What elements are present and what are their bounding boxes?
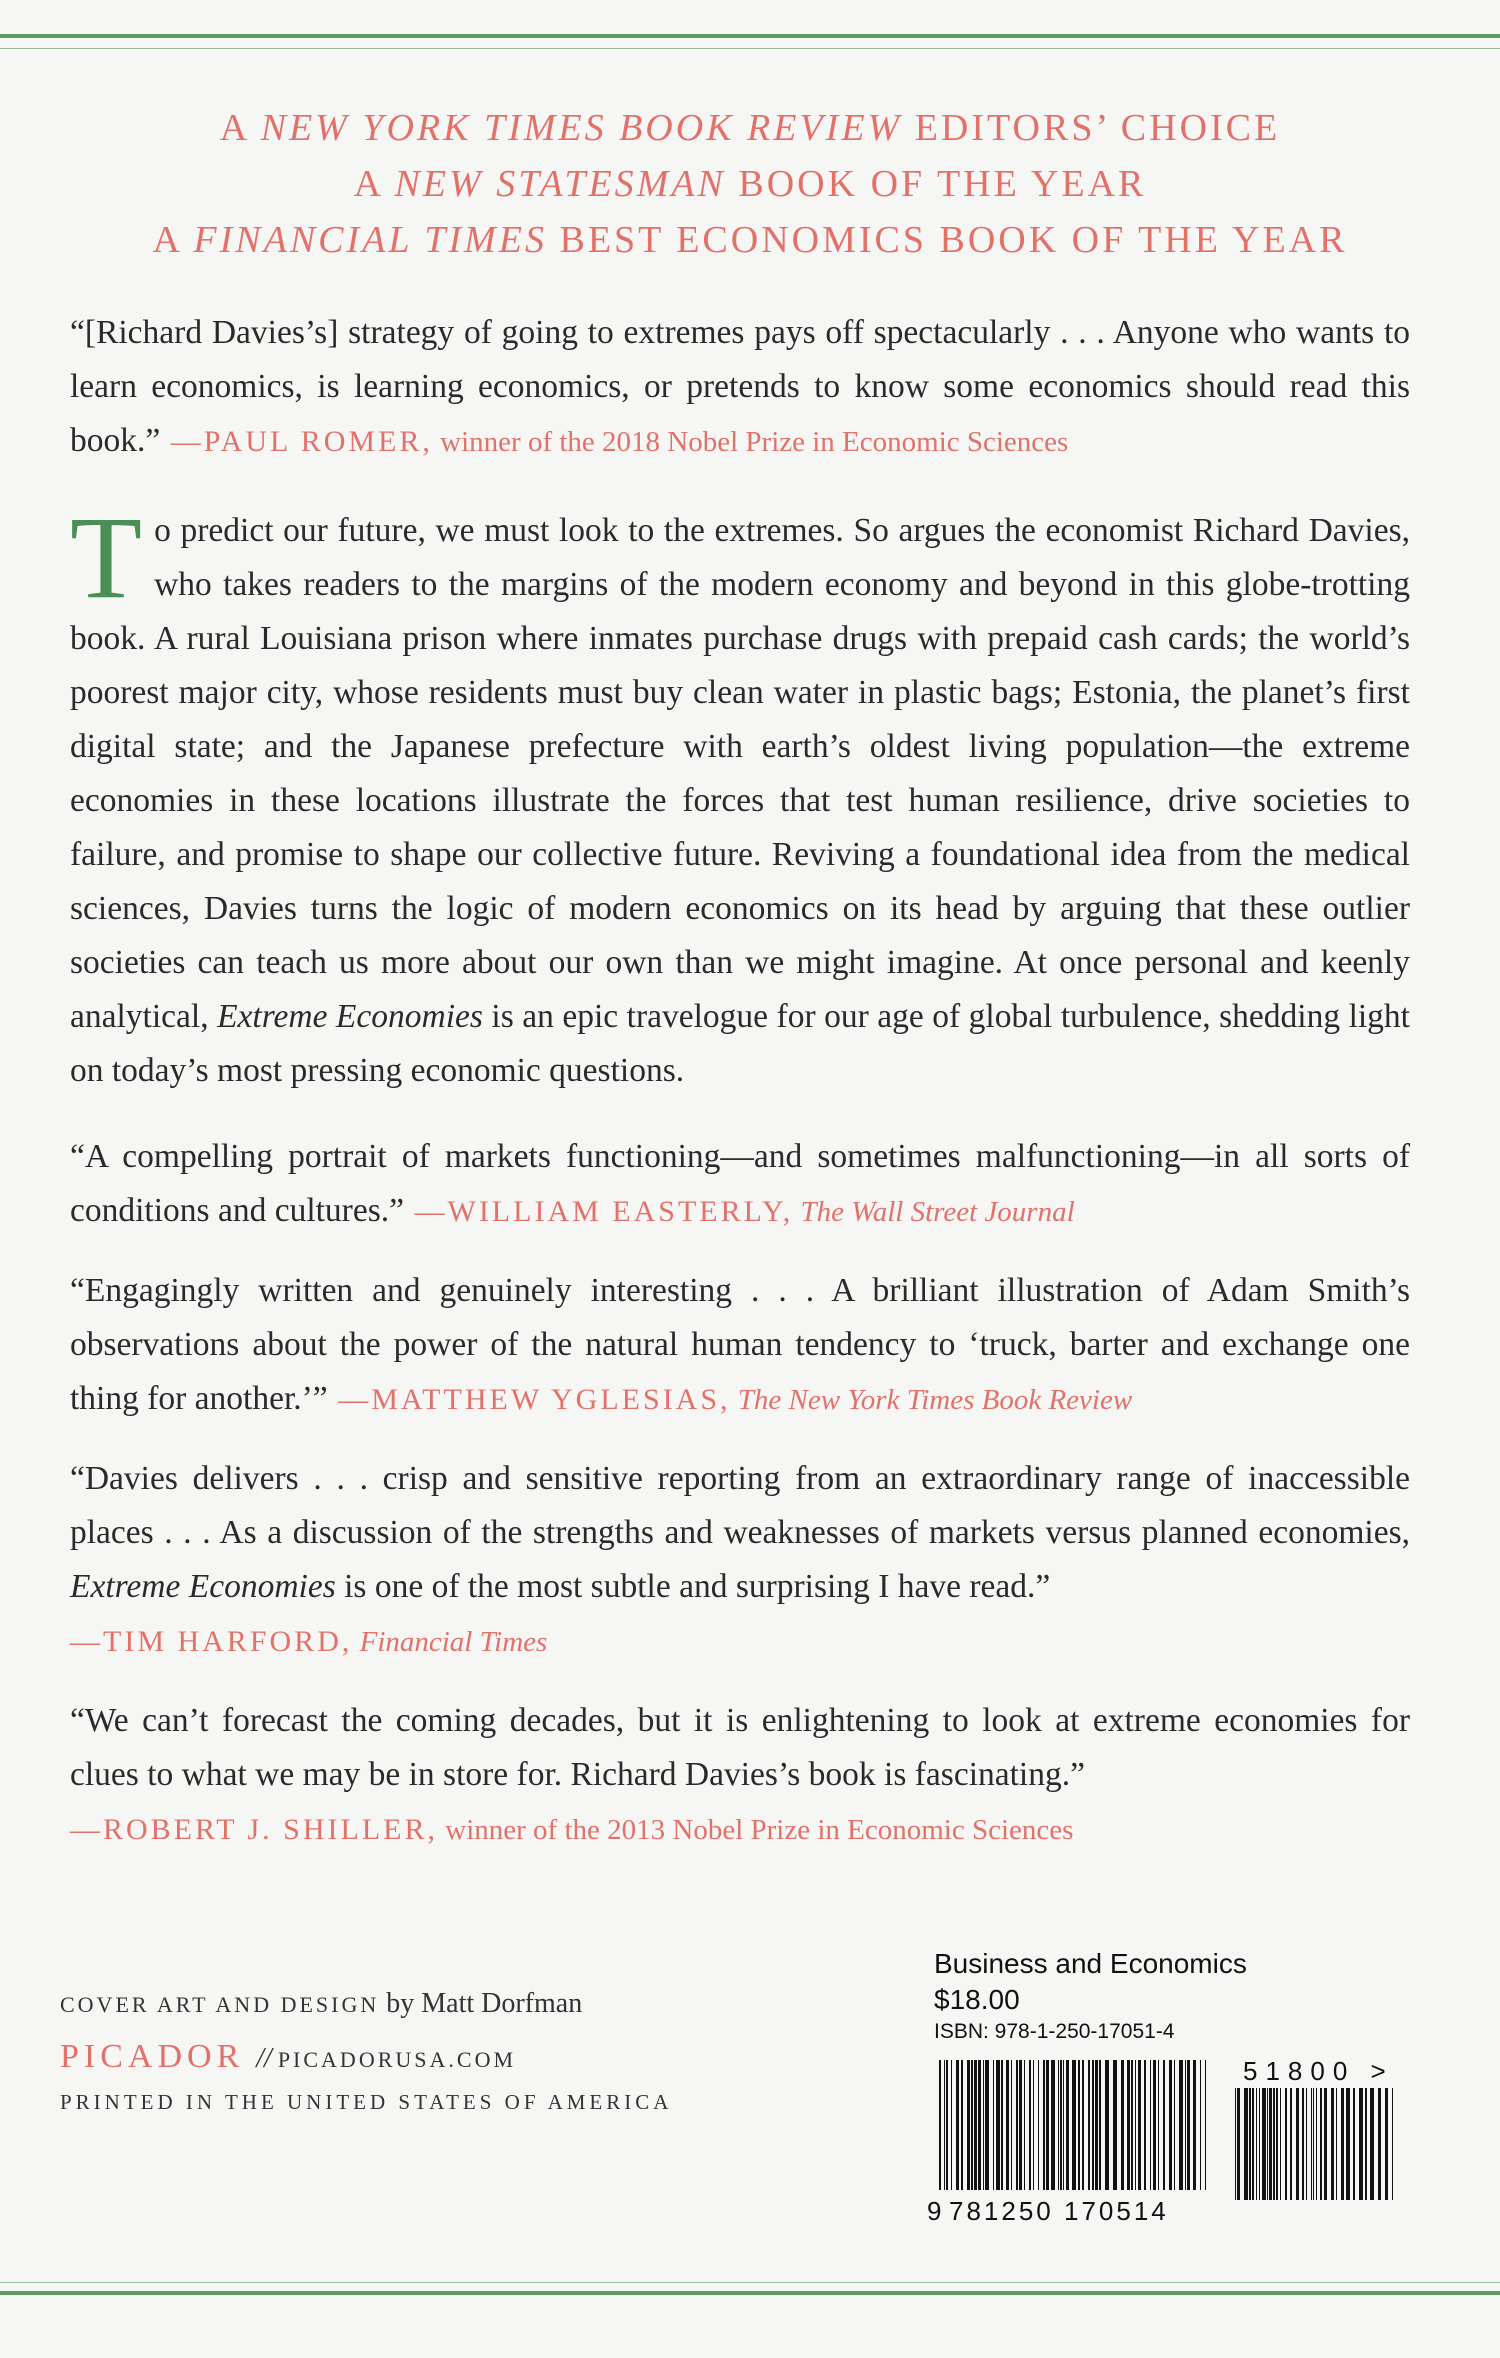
printed-in: PRINTED IN THE UNITED STATES OF AMERICA (60, 2090, 673, 2114)
barcode-bar (1127, 2060, 1130, 2190)
quote-author: —ROBERT J. SHILLER, (70, 1813, 439, 1846)
quote-text: “We can’t forecast the coming decades, but it is enlightening to look at extreme economies for clues to what we may be in store for. Richard Davies’s book is fascinating.” (70, 1702, 1410, 1793)
barcode-bar (978, 2060, 981, 2190)
barcode-bar (1113, 2060, 1117, 2190)
barcode-bar (1150, 2060, 1151, 2190)
barcode-bar (1378, 2088, 1381, 2200)
barcode-bar (1365, 2088, 1367, 2200)
barcode-bar (1235, 2088, 1236, 2200)
barcode-bar (983, 2060, 984, 2190)
barcode-bar (1200, 2060, 1201, 2190)
book-title: Extreme Economies (217, 998, 483, 1035)
book-description: To predict our future, we must look to the extremes. So argues the economist Richard Davies, who takes readers to the margins of the modern economy and beyond in this globe-trotting book. A rural Louisiana prison where inmates purchase drugs with prepaid cash cards; the world’s poorest major city, whose residents must buy clean water in plastic bags; Estonia, the planet’s first digital state; and the Japanese prefecture with earth’s oldest living population—the extreme economies in these locations illustrate the forces that test human resilience, drive societies to failure, and promise to shape our collective future. Reviving a foundational idea from the medical sciences, Davies turns the logic of modern economics on its head by arguing that these outlier societies can teach us more about our own than we might imagine. At once personal and keenly analytical, Extreme Economies is an epic travelogue for our age of global turbulence, shedding light on today’s most pressing economic questions. (70, 492, 1410, 1089)
quote-text: “Engagingly written and genuinely interesting . . . A brilliant illustration of Adam Smith’s observations about the power of the natural human tendency to ‘truck, barter and exchange one thing for another.’” (70, 1272, 1410, 1417)
barcode-bar (1066, 2060, 1069, 2190)
barcode-bar (1280, 2088, 1281, 2200)
barcode-bar (1063, 2060, 1064, 2190)
barcode-bar (956, 2060, 959, 2190)
credits (60, 1988, 860, 2115)
accolades (0, 100, 1500, 268)
book-title: Extreme Economies (70, 1568, 336, 1605)
barcode-bar (1082, 2060, 1084, 2190)
barcode-bar (1187, 2060, 1190, 2190)
bottom-green-rule (0, 2291, 1500, 2295)
barcode-bar (1058, 2060, 1059, 2190)
barcode-bar (946, 2060, 948, 2190)
barcode-bar (1359, 2088, 1363, 2200)
barcode-bar (974, 2060, 977, 2190)
category: Business and Economics (934, 1948, 1247, 1979)
barcode-bar (1033, 2060, 1034, 2190)
barcode-bar (1121, 2060, 1124, 2190)
barcode-bar (1131, 2060, 1133, 2190)
barcode-bar (985, 2060, 989, 2190)
barcode-bar (1174, 2060, 1175, 2190)
barcode-bar (967, 2060, 970, 2190)
quote-author: —PAUL ROMER, (160, 425, 433, 458)
top-green-hairline (0, 48, 1500, 49)
quote-harford: “Davies delivers . . . crisp and sensitive reporting from an extraordinary range of inaccessible places . . . As a discussion of the strengths and weaknesses of markets versus planned economies, Extreme Economies is one of the most subtle and surprising I have read.” —TIM HARFORD, Financial Times (70, 1460, 1410, 1658)
barcode-bar (944, 2060, 945, 2190)
accolade-new-statesman: A NEW STATESMAN BOOK OF THE YEAR (353, 163, 1147, 205)
barcode-bar (1011, 2060, 1012, 2190)
barcode-bar (1088, 2060, 1090, 2190)
barcode-bar (1273, 2088, 1275, 2200)
cover-credit: COVER ART AND DESIGN by Matt Dorfman (60, 1988, 583, 2019)
barcode-bar (1320, 2088, 1322, 2200)
barcode-bar (1006, 2060, 1009, 2190)
barcode-bar (1267, 2088, 1268, 2200)
barcode-bar (1038, 2060, 1039, 2190)
bottom-green-hairline (0, 2282, 1500, 2283)
barcode-bar (939, 2060, 941, 2190)
barcode-bar (1205, 2060, 1206, 2190)
barcode-bar (1262, 2088, 1266, 2200)
quote-author: —WILLIAM EASTERLY, (404, 1195, 794, 1228)
quote-romer (70, 306, 1410, 469)
barcode-bar (1158, 2060, 1159, 2190)
barcode-bar (1163, 2060, 1165, 2190)
barcode-bar (1078, 2060, 1080, 2190)
quote-author: —MATTHEW YGLESIAS, (327, 1383, 731, 1416)
barcode-bar (1346, 2088, 1350, 2200)
barcode-bar (1252, 2088, 1254, 2200)
barcode-addon-digits: 51800 > (1243, 2056, 1394, 2086)
barcode-bar (1001, 2060, 1003, 2190)
barcode-bar (1016, 2060, 1018, 2190)
barcode-bar (1092, 2060, 1094, 2190)
barcode-bar (1024, 2060, 1025, 2190)
barcode-bar (1276, 2088, 1278, 2200)
quote-text: “A compelling portrait of markets functioning—and sometimes malfunctioning—in all sorts of conditions and cultures.” (70, 1138, 1410, 1229)
barcode-bar (1099, 2060, 1101, 2190)
barcode-bar (1095, 2060, 1098, 2190)
barcode-bar (1324, 2088, 1327, 2200)
barcode-bar (996, 2060, 1000, 2190)
barcode-bar (971, 2060, 973, 2190)
barcode-bar (1313, 2088, 1314, 2200)
barcode-bar (1060, 2060, 1062, 2190)
barcode-bar (1331, 2088, 1334, 2200)
barcode-bar (1135, 2060, 1136, 2190)
quote-publication: Financial Times (352, 1626, 548, 1658)
quote-text: “Davies delivers . . . crisp and sensitive reporting from an extraordinary range of inaccessible places . . . As a discussion of the strengths and weaknesses of markets versus planned economies, (70, 1460, 1410, 1551)
price-box (934, 1946, 1247, 2044)
barcode-bar (993, 2060, 994, 2190)
barcode-bar (1259, 2088, 1260, 2200)
barcode-bar (1256, 2088, 1257, 2200)
quote-text: “[Richard Davies’s] strategy of going to extremes pays off spectacularly . . . Anyone who wants to learn economics, is learning economics, or pretends to know some economics should read this book.” (70, 314, 1410, 459)
barcode-bar (1385, 2088, 1388, 2200)
barcode-bar (1302, 2088, 1304, 2200)
barcode-bar (1072, 2060, 1076, 2190)
top-green-rule (0, 34, 1500, 38)
barcode-bar (1051, 2060, 1055, 2190)
quote-shiller (70, 1694, 1410, 1857)
barcode-bar (1290, 2088, 1292, 2200)
quote-publication: The New York Times Book Review (730, 1384, 1133, 1416)
barcode-bar (1353, 2088, 1355, 2200)
barcode-bar (1316, 2088, 1317, 2200)
barcode-bar (1019, 2060, 1022, 2190)
barcode-bar (1336, 2088, 1337, 2200)
barcode-bar (951, 2060, 952, 2190)
barcode-bar (1237, 2088, 1240, 2200)
publisher-logo: PICADOR (60, 2038, 245, 2075)
barcode-bar (1244, 2088, 1248, 2200)
barcode-bar (1249, 2088, 1251, 2200)
barcode-bar (1046, 2060, 1049, 2190)
barcode-bar (1043, 2060, 1045, 2190)
barcode-bar (1311, 2088, 1312, 2200)
publisher-website: PICADORUSA.COM (277, 2047, 517, 2072)
quote-author-note: winner of the 2013 Nobel Prize in Economic Sciences (438, 1814, 1074, 1846)
isbn: ISBN: 978-1-250-17051-4 (934, 2020, 1175, 2043)
barcode-bar (1392, 2088, 1393, 2200)
quote-easterly (70, 1130, 1410, 1239)
barcode-bar (961, 2060, 963, 2190)
barcode-first-digit: 9 (927, 2196, 942, 2226)
barcode-bar (1138, 2060, 1141, 2190)
barcode-bar (1296, 2088, 1299, 2200)
publisher-line: PICADOR // PICADORUSA.COM (60, 2038, 517, 2075)
barcode-bar (1341, 2088, 1344, 2200)
barcode-digits: 781250 170514 (949, 2196, 1169, 2226)
quote-author: —TIM HARFORD, (70, 1625, 353, 1658)
barcode-bar (1153, 2060, 1156, 2190)
barcode-bar (1306, 2088, 1307, 2200)
barcode-bar (1285, 2088, 1287, 2200)
accolade-financial-times: A FINANCIAL TIMES BEST ECONOMICS BOOK OF THE YEAR (152, 219, 1348, 261)
barcode-bar (1370, 2088, 1374, 2200)
barcode-bar (1179, 2060, 1183, 2190)
quote-author-note: winner of the 2018 Nobel Prize in Economic Sciences (432, 426, 1069, 458)
barcode-bar (1193, 2060, 1196, 2190)
barcode-bar (1185, 2060, 1186, 2190)
barcode-bar (1029, 2060, 1031, 2190)
accolade-nytbr: A NEW YORK TIMES BOOK REVIEW EDITORS’ CHOICE (219, 107, 1281, 149)
quote-publication: The Wall Street Journal (793, 1196, 1075, 1228)
price: $18.00 (934, 1984, 1020, 2015)
barcode (927, 2056, 1395, 2232)
quote-yglesias (70, 1264, 1410, 1427)
barcode-bar (1269, 2088, 1272, 2200)
barcode-bar (1169, 2060, 1172, 2190)
barcode-bar (1144, 2060, 1146, 2190)
barcode-bar (1105, 2060, 1109, 2190)
drop-cap: T (70, 492, 143, 623)
